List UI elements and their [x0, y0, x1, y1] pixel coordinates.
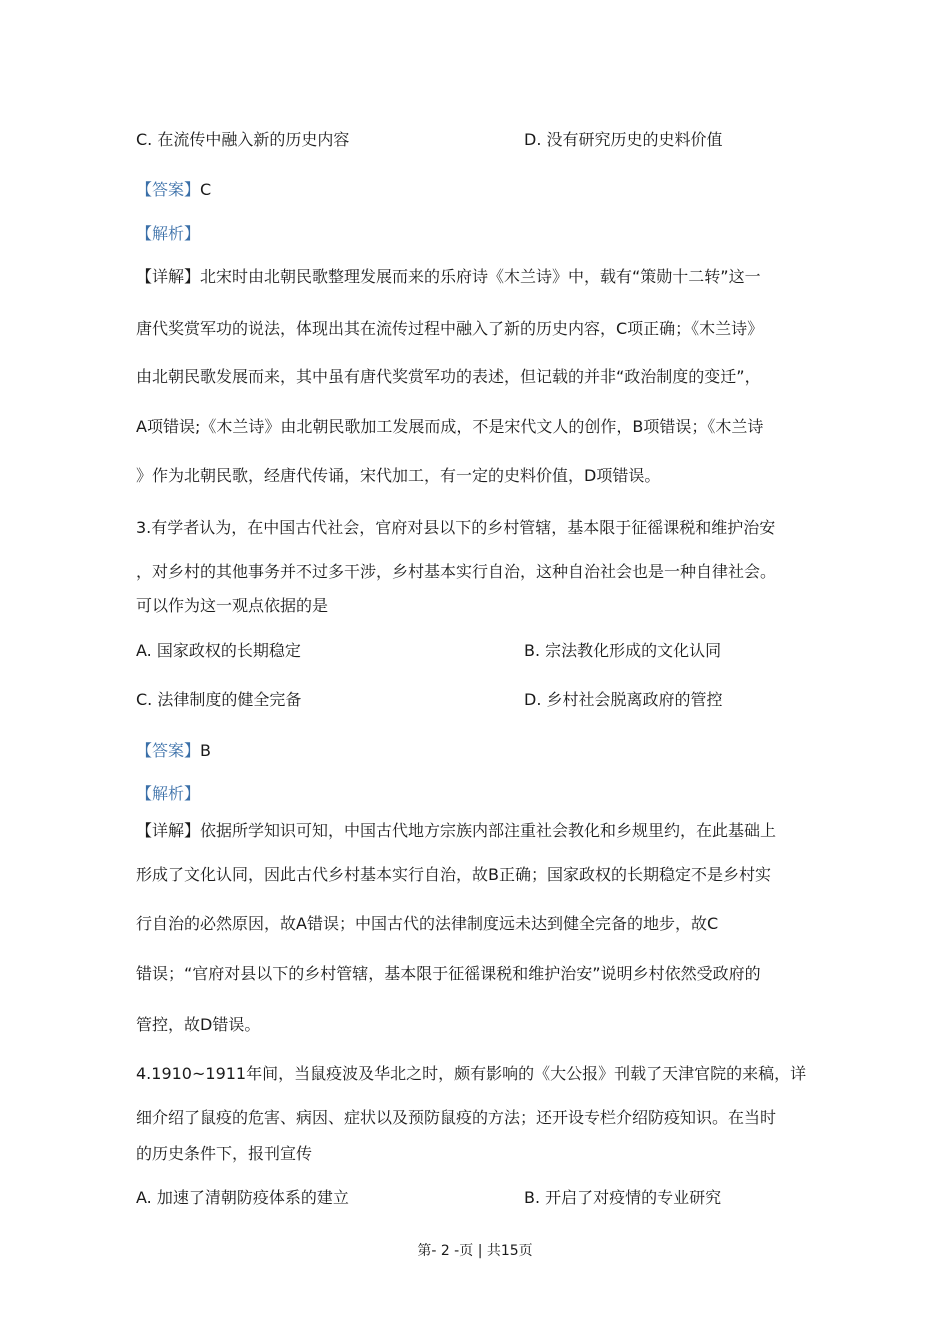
q3-option-a: A. 国家政权的长期稳定 — [136, 641, 301, 660]
q3-analysis-tag: 【解析】 — [136, 784, 201, 803]
q4-stem-line: 细介绍了鼠疫的危害、病因、症状以及预防鼠疫的方法；还开设专栏介绍防疫知识。在当时 — [136, 1108, 777, 1127]
q2-answer — [136, 179, 211, 201]
q2-analysis-tag: 【解析】 — [136, 224, 201, 243]
q2-detail-line: 【详解】北宋时由北朝民歌整理发展而来的乐府诗《木兰诗》中，载有“策勋十二转”这一 — [136, 267, 761, 286]
page-footer: 第- 2 -页 | 共15页 — [417, 1243, 533, 1259]
q3-detail-line: 【详解】依据所学知识可知，中国古代地方宗族内部注重社会教化和乡规里约，在此基础上 — [136, 821, 777, 840]
q2-detail-line: 唐代奖赏军功的说法，体现出其在流传过程中融入了新的历史内容，C项正确；《木兰诗》 — [136, 319, 764, 338]
q3-stem-line: 可以作为这一观点依据的是 — [136, 596, 329, 615]
q4-stem-line: 4.1910~1911年间，当鼠疫波及华北之时，颇有影响的《大公报》刊载了天津官院的来稿，详 — [136, 1064, 807, 1083]
q3-option-d: D. 乡村社会脱离政府的管控 — [524, 690, 723, 709]
q4-stem-line: 的历史条件下，报刊宣传 — [136, 1144, 313, 1163]
q3-detail-line: 形成了文化认同，因此古代乡村基本实行自治，故B正确；国家政权的长期稳定不是乡村实 — [136, 865, 771, 884]
q3-detail-line: 行自治的必然原因，故A错误；中国古代的法律制度远未达到健全完备的地步，故C — [136, 914, 719, 933]
q3-option-b: B. 宗法教化形成的文化认同 — [524, 641, 722, 660]
q3-stem-line: ，对乡村的其他事务并不过多干涉，乡村基本实行自治，这种自治社会也是一种自律社会。 — [136, 562, 777, 581]
q2-option-d: D. 没有研究历史的史料价值 — [524, 130, 723, 149]
q3-stem-line: 3.有学者认为，在中国古代社会，官府对县以下的乡村管辖，基本限于征徭课税和维护治安 — [136, 518, 776, 537]
answer-value: C — [200, 180, 212, 199]
q4-option-b: B. 开启了对疫情的专业研究 — [524, 1188, 722, 1207]
q3-detail-line: 错误；“官府对县以下的乡村管辖，基本限于征徭课税和维护治安”说明乡村依然受政府的 — [136, 964, 761, 983]
answer-tag: 【答案】 — [136, 741, 201, 760]
answer-tag: 【答案】 — [136, 180, 201, 199]
q2-option-c: C. 在流传中融入新的历史内容 — [136, 130, 350, 149]
q2-detail-line: 由北朝民歌发展而来，其中虽有唐代奖赏军功的表述，但记载的并非“政治制度的变迁”， — [136, 367, 761, 386]
q3-answer — [136, 740, 211, 762]
answer-value: B — [200, 741, 211, 760]
q4-option-a: A. 加速了清朝防疫体系的建立 — [136, 1188, 349, 1207]
q3-option-c: C. 法律制度的健全完备 — [136, 690, 302, 709]
q3-detail-line: 管控，故D错误。 — [136, 1015, 261, 1034]
q2-detail-line: 》作为北朝民歌，经唐代传诵，宋代加工，有一定的史料价值，D项错误。 — [136, 466, 661, 485]
q2-detail-line: A项错误;《木兰诗》由北朝民歌加工发展而成，不是宋代文人的创作，B项错误；《木兰诗 — [136, 417, 764, 436]
